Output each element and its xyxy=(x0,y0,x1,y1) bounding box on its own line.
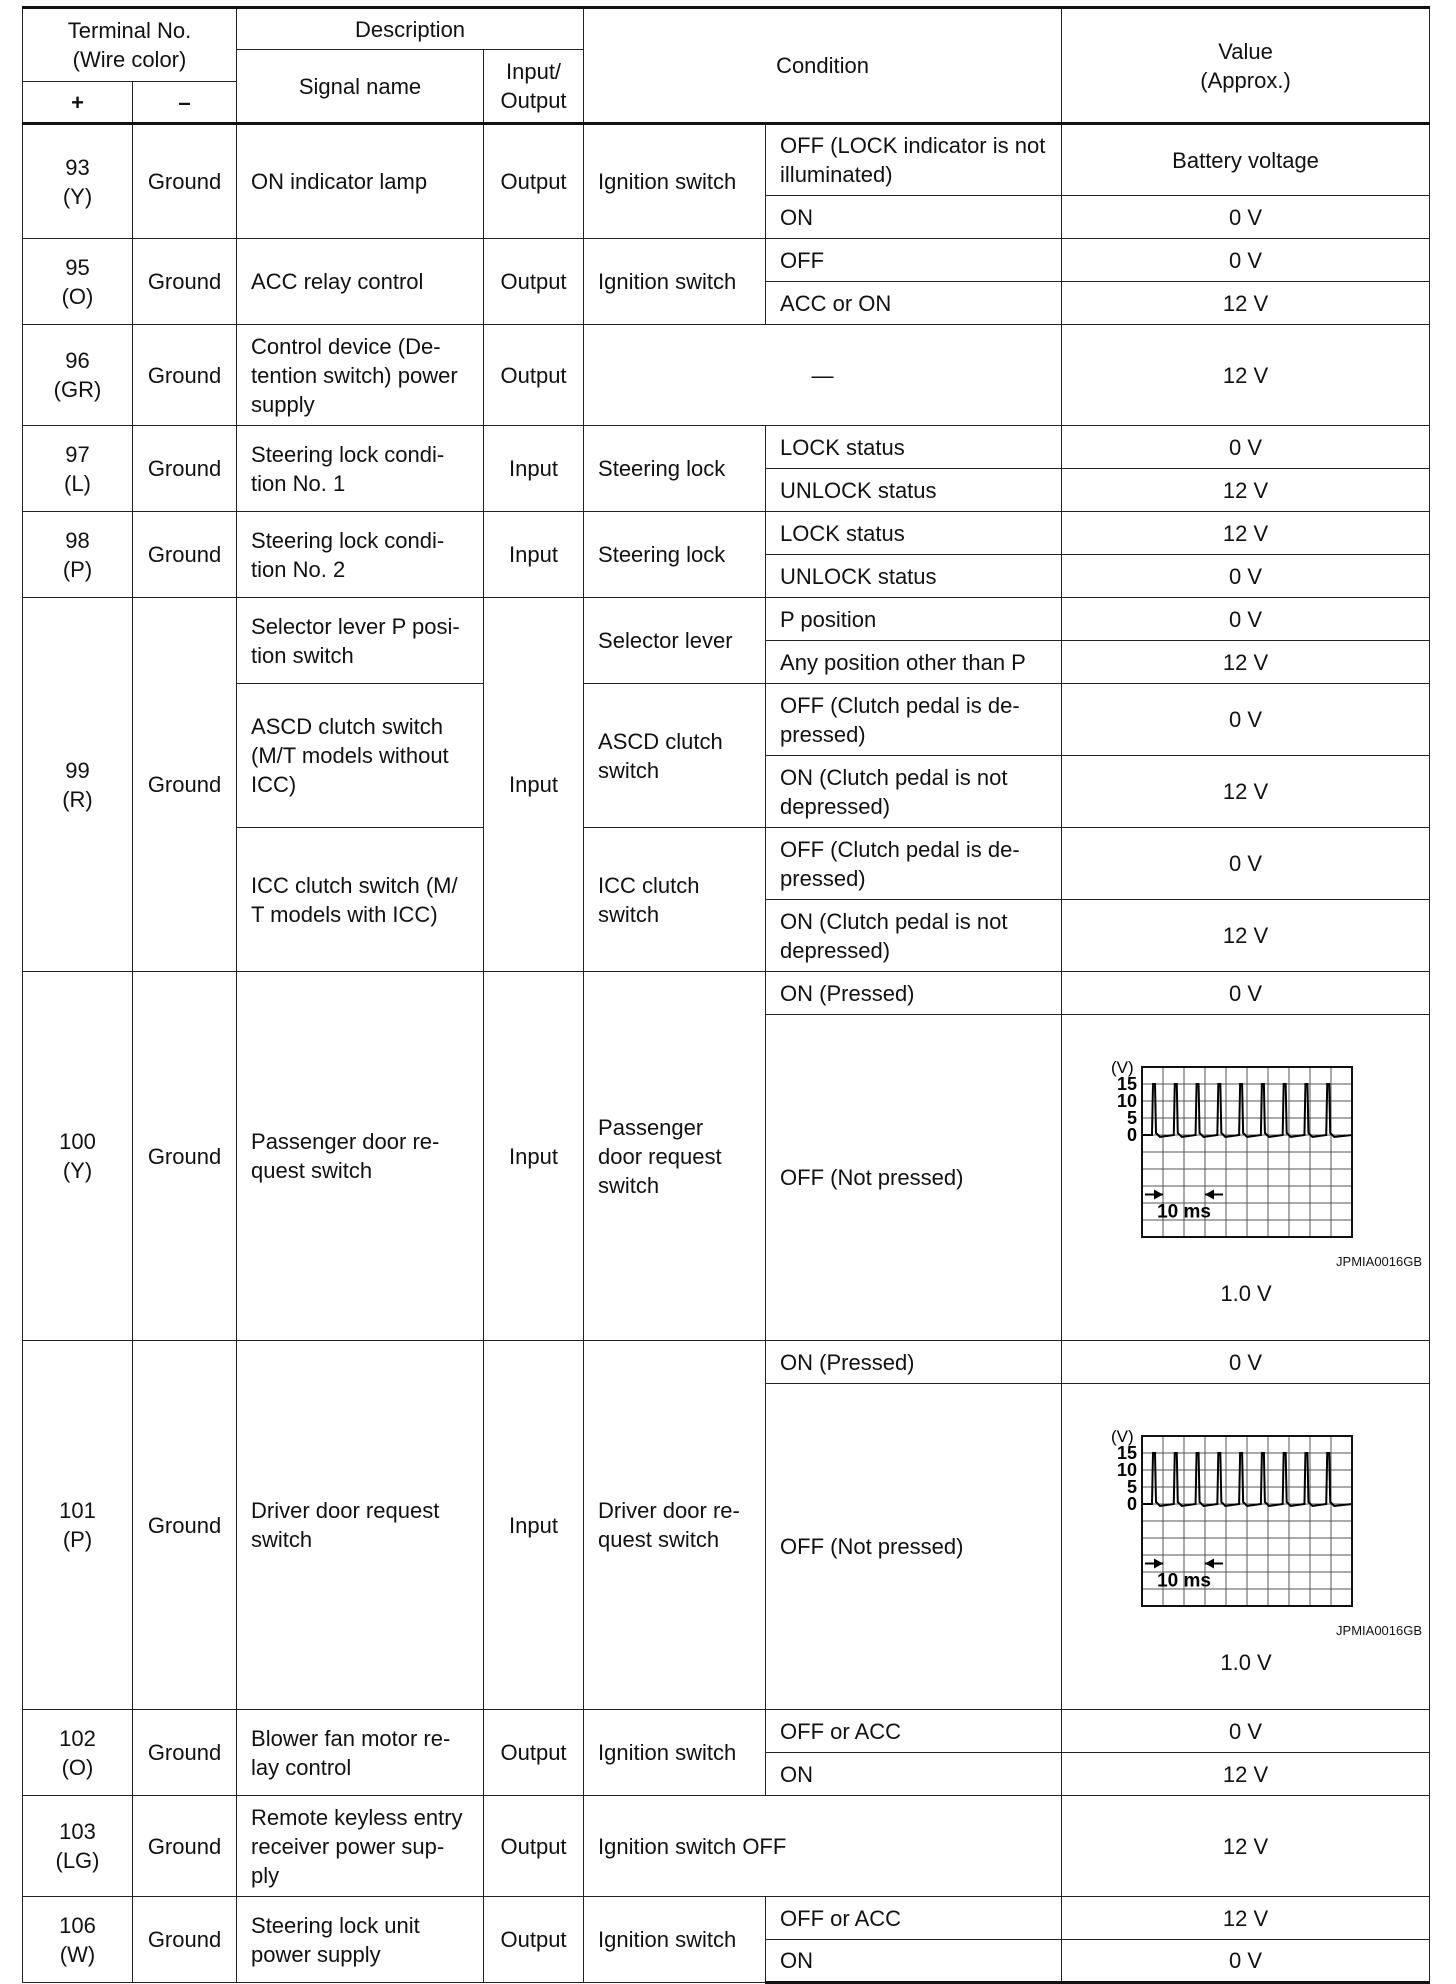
terminal-no: 99 (R) xyxy=(23,598,133,972)
condition: OFF (LOCK indicator is not illuminated) xyxy=(766,124,1062,196)
condition: OFF (Clutch pedal is de-pressed) xyxy=(766,684,1062,756)
header-condition: Condition xyxy=(584,8,1062,124)
condition-group: Ignition switch xyxy=(584,124,766,239)
input-output: Output xyxy=(484,325,584,426)
y-tick-label: 5 xyxy=(1127,1108,1138,1128)
ground-terminal: Ground xyxy=(133,972,237,1341)
input-output: Output xyxy=(484,1710,584,1796)
condition: OFF or ACC xyxy=(766,1710,1062,1753)
value: 0 V xyxy=(1062,828,1430,900)
time-marker-arrow xyxy=(1154,1190,1163,1200)
y-tick-label: 0 xyxy=(1127,1125,1138,1145)
signal-name: ASCD clutch switch (M/T models without ICC) xyxy=(237,684,484,828)
terminal-no: 106 (W) xyxy=(23,1897,133,1983)
input-output: Output xyxy=(484,1897,584,1983)
table-row xyxy=(23,1796,1430,1897)
value: 0 V xyxy=(1062,598,1430,641)
input-output: Input xyxy=(484,598,584,972)
terminal-no: 103 (LG) xyxy=(23,1796,133,1897)
y-tick-label: 5 xyxy=(1127,1477,1138,1497)
ground-terminal: Ground xyxy=(133,1710,237,1796)
waveform-cell xyxy=(1062,1384,1430,1710)
value: 12 V xyxy=(1062,641,1430,684)
condition: Any position other than P xyxy=(766,641,1062,684)
time-marker-arrow xyxy=(1205,1190,1214,1200)
condition: OFF (Not pressed) xyxy=(766,1015,1062,1341)
signal-name: Remote keyless entry receiver power sup-ply xyxy=(237,1796,484,1897)
table-row xyxy=(23,1897,1430,1940)
condition: ON (Pressed) xyxy=(766,1341,1062,1384)
waveform-chart xyxy=(1062,1015,1430,1250)
ground-terminal: Ground xyxy=(133,124,237,239)
condition-group: Ignition switch xyxy=(584,239,766,325)
signal-name: Blower fan motor re-lay control xyxy=(237,1710,484,1796)
terminal-no: 97 (L) xyxy=(23,426,133,512)
value: 12 V xyxy=(1062,282,1430,325)
condition-group: Driver door re-quest switch xyxy=(584,1341,766,1710)
header-minus: – xyxy=(133,82,237,124)
condition: UNLOCK status xyxy=(766,469,1062,512)
terminal-no: 101 (P) xyxy=(23,1341,133,1710)
ground-terminal: Ground xyxy=(133,1897,237,1983)
condition: ON (Clutch pedal is not depressed) xyxy=(766,756,1062,828)
value: Battery voltage xyxy=(1062,124,1430,196)
value: 0 V xyxy=(1062,1341,1430,1384)
condition: OFF (Not pressed) xyxy=(766,1384,1062,1710)
condition: LOCK status xyxy=(766,512,1062,555)
condition: Ignition switch OFF xyxy=(584,1796,1062,1897)
y-tick-label: 15 xyxy=(1117,1443,1138,1463)
condition: OFF (Clutch pedal is de-pressed) xyxy=(766,828,1062,900)
condition: ON xyxy=(766,196,1062,239)
input-output: Input xyxy=(484,512,584,598)
y-tick-label: 10 xyxy=(1117,1091,1138,1111)
signal-name: Selector lever P posi-tion switch xyxy=(237,598,484,684)
terminal-table xyxy=(22,6,1430,1984)
value: 12 V xyxy=(1062,1796,1430,1897)
header-terminal-no: Terminal No. (Wire color) xyxy=(23,8,237,82)
value: 12 V xyxy=(1062,756,1430,828)
y-tick-label: 10 xyxy=(1117,1460,1138,1480)
condition: OFF xyxy=(766,239,1062,282)
table-row xyxy=(23,972,1430,1015)
ground-terminal: Ground xyxy=(133,512,237,598)
time-marker-arrow xyxy=(1154,1559,1163,1569)
waveform-cell xyxy=(1062,1015,1430,1341)
value: 1.0 V xyxy=(1220,1281,1272,1306)
value: 12 V xyxy=(1062,512,1430,555)
condition: OFF or ACC xyxy=(766,1897,1062,1940)
table-row xyxy=(23,1710,1430,1753)
ground-terminal: Ground xyxy=(133,239,237,325)
condition-group: Steering lock xyxy=(584,512,766,598)
condition-group: ICC clutch switch xyxy=(584,828,766,972)
value: 0 V xyxy=(1062,426,1430,469)
value: 0 V xyxy=(1062,1710,1430,1753)
ground-terminal: Ground xyxy=(133,1796,237,1897)
table-row xyxy=(23,598,1430,641)
value: 1.0 V xyxy=(1220,1650,1272,1675)
terminal-no: 98 (P) xyxy=(23,512,133,598)
header-signal-name: Signal name xyxy=(237,50,484,124)
signal-name: Control device (De-tention switch) power supply xyxy=(237,325,484,426)
value: 0 V xyxy=(1062,196,1430,239)
table-row xyxy=(23,426,1430,469)
condition: — xyxy=(584,325,1062,426)
header-input-output: Input/ Output xyxy=(484,50,584,124)
signal-name: Passenger door re-quest switch xyxy=(237,972,484,1341)
value: 0 V xyxy=(1062,1940,1430,1983)
condition: ACC or ON xyxy=(766,282,1062,325)
axis-unit-label: (V) xyxy=(1111,1427,1134,1446)
ground-terminal: Ground xyxy=(133,426,237,512)
signal-name: ON indicator lamp xyxy=(237,124,484,239)
signal-name: Driver door request switch xyxy=(237,1341,484,1710)
condition: UNLOCK status xyxy=(766,555,1062,598)
table-row xyxy=(23,239,1430,282)
input-output: Input xyxy=(484,426,584,512)
value: 12 V xyxy=(1062,1753,1430,1796)
ground-terminal: Ground xyxy=(133,598,237,972)
condition-group: Ignition switch xyxy=(584,1710,766,1796)
condition: LOCK status xyxy=(766,426,1062,469)
y-tick-label: 15 xyxy=(1117,1074,1138,1094)
condition: ON xyxy=(766,1940,1062,1983)
value: 12 V xyxy=(1062,469,1430,512)
ground-terminal: Ground xyxy=(133,325,237,426)
ground-terminal: Ground xyxy=(133,1341,237,1710)
condition-group: ASCD clutch switch xyxy=(584,684,766,828)
value: 0 V xyxy=(1062,239,1430,282)
table-row xyxy=(23,124,1430,196)
condition-group: Passenger door request switch xyxy=(584,972,766,1341)
figure-code: JPMIA0016GB xyxy=(1336,1623,1423,1638)
condition: P position xyxy=(766,598,1062,641)
condition-group: Ignition switch xyxy=(584,1897,766,1983)
terminal-no: 95 (O) xyxy=(23,239,133,325)
header-description: Description xyxy=(237,8,584,50)
figure-code: JPMIA0016GB xyxy=(1336,1254,1423,1269)
terminal-no: 100 (Y) xyxy=(23,972,133,1341)
input-output: Output xyxy=(484,239,584,325)
value: 12 V xyxy=(1062,900,1430,972)
time-scale-label: 10 ms xyxy=(1157,1570,1211,1592)
signal-name: ACC relay control xyxy=(237,239,484,325)
header-plus: + xyxy=(23,82,133,124)
header-value: Value (Approx.) xyxy=(1062,8,1430,124)
condition-group: Steering lock xyxy=(584,426,766,512)
input-output: Output xyxy=(484,1796,584,1897)
terminal-no: 93 (Y) xyxy=(23,124,133,239)
value: 0 V xyxy=(1062,555,1430,598)
value: 0 V xyxy=(1062,972,1430,1015)
signal-name: Steering lock condi-tion No. 2 xyxy=(237,512,484,598)
input-output: Input xyxy=(484,1341,584,1710)
value: 12 V xyxy=(1062,325,1430,426)
value: 0 V xyxy=(1062,684,1430,756)
signal-name: Steering lock unit power supply xyxy=(237,1897,484,1983)
waveform-chart xyxy=(1062,1384,1430,1619)
time-marker-arrow xyxy=(1205,1559,1214,1569)
condition: ON xyxy=(766,1753,1062,1796)
time-scale-label: 10 ms xyxy=(1157,1201,1211,1223)
axis-unit-label: (V) xyxy=(1111,1058,1134,1077)
condition: ON (Clutch pedal is not depressed) xyxy=(766,900,1062,972)
terminal-no: 96 (GR) xyxy=(23,325,133,426)
signal-name: ICC clutch switch (M/ T models with ICC) xyxy=(237,828,484,972)
input-output: Output xyxy=(484,124,584,239)
table-row xyxy=(23,325,1430,426)
terminal-table-sheet xyxy=(22,6,1429,1984)
table-row xyxy=(23,1341,1430,1384)
table-row xyxy=(23,512,1430,555)
y-tick-label: 0 xyxy=(1127,1494,1138,1514)
condition: ON (Pressed) xyxy=(766,972,1062,1015)
value: 12 V xyxy=(1062,1897,1430,1940)
terminal-no: 102 (O) xyxy=(23,1710,133,1796)
condition-group: Selector lever xyxy=(584,598,766,684)
signal-name: Steering lock condi-tion No. 1 xyxy=(237,426,484,512)
input-output: Input xyxy=(484,972,584,1341)
